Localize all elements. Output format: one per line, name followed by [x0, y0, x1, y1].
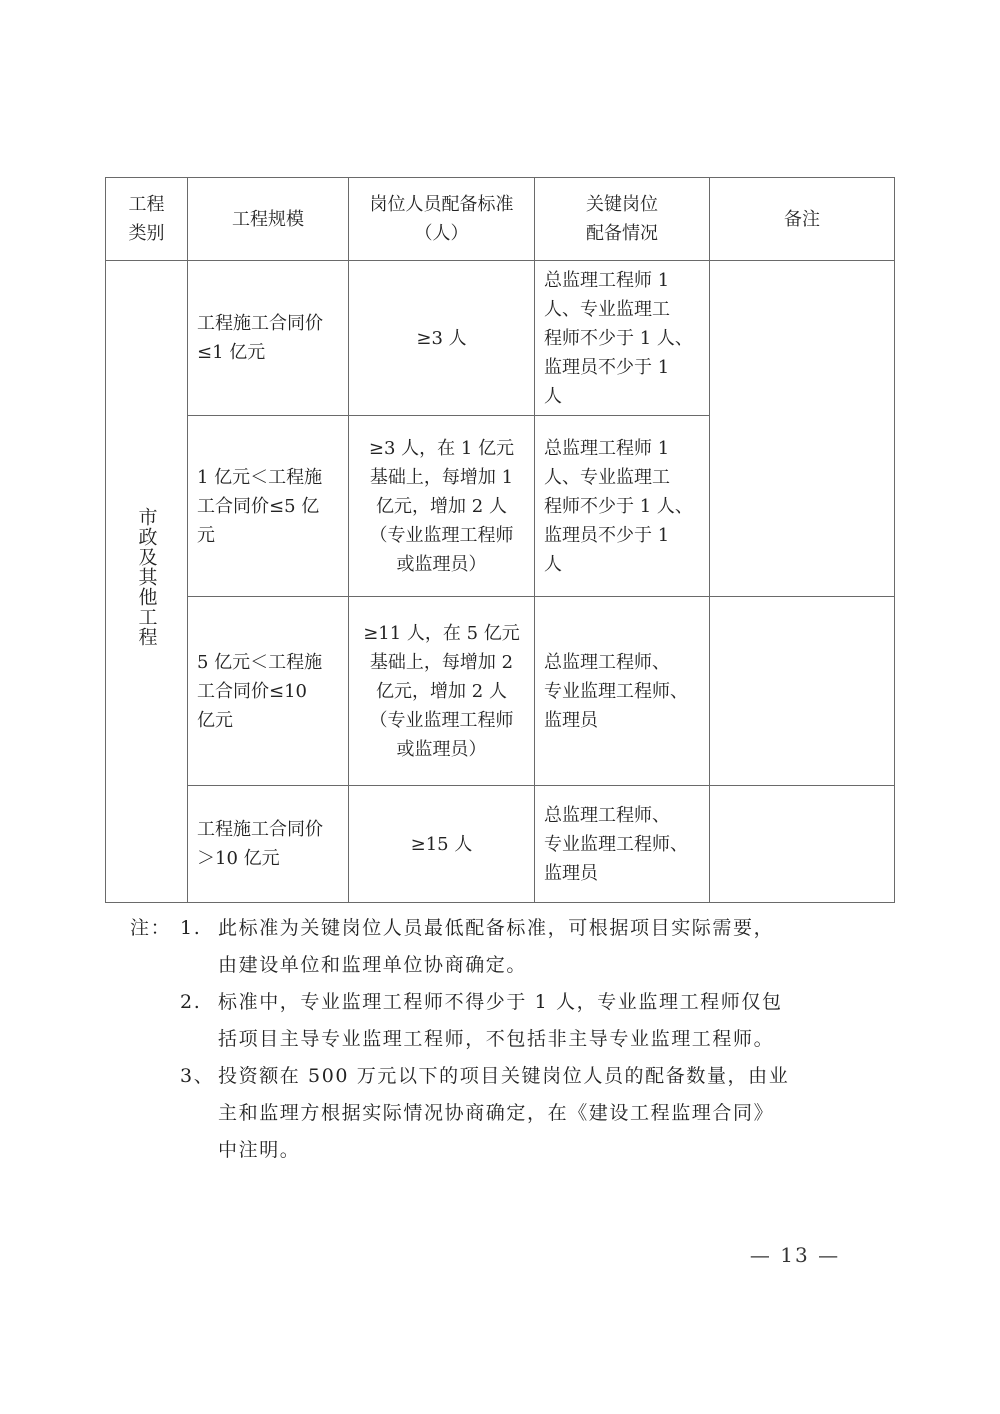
note-spacer [180, 1095, 218, 1132]
scale-cell [188, 786, 349, 903]
cell-line: 总监理工程师、 [544, 651, 670, 673]
cell-line: 总监理工程师 1 [544, 269, 670, 291]
scale-cell [188, 597, 349, 786]
note-spacer [180, 1021, 218, 1058]
staffing-standard-table [105, 177, 895, 903]
key-positions-cell [535, 416, 710, 597]
remark-cell [710, 261, 895, 597]
note-number: 1. [180, 917, 202, 939]
key-positions-cell [535, 261, 710, 416]
table-row [106, 597, 895, 786]
cell-line: 5 亿元＜工程施 [197, 651, 323, 673]
note-text: 此标准为关键岗位人员最低配备标准，可根据项目实际需要， [218, 917, 775, 939]
note-continuation [130, 1021, 870, 1058]
header-text: 配备情况 [586, 223, 658, 244]
cell-line: 亿元，增加 2 人 [376, 680, 507, 702]
remark-cell [710, 597, 895, 786]
note-text: 投资额在 500 万元以下的项目关键岗位人员的配备数量，由业 [218, 1065, 790, 1087]
notes-section [130, 910, 870, 1169]
header-text: （人） [414, 223, 469, 244]
cell-line: 总监理工程师、 [544, 804, 670, 826]
note-number: 2. [180, 991, 202, 1013]
note-text: 中注明。 [218, 1139, 301, 1161]
category-label: 市政及其他工程 [135, 507, 158, 647]
cell-line: 亿元 [197, 709, 233, 731]
standard-cell [349, 416, 535, 597]
cell-line: ≥3 人 [416, 327, 467, 349]
cell-line: 程师不少于 1 人、 [544, 327, 693, 349]
standard-cell [349, 597, 535, 786]
cell-line: 专业监理工程师、 [544, 680, 688, 702]
cell-line: 1 亿元＜工程施 [197, 466, 323, 488]
cell-line: 或监理员） [396, 738, 487, 760]
key-positions-cell [535, 786, 710, 903]
note-item [130, 1058, 870, 1095]
cell-line: 监理员 [544, 709, 598, 731]
cell-line: 工程施工合同价 [197, 313, 323, 334]
cell-line: ≥3 人，在 1 亿元 [368, 437, 515, 459]
note-continuation [130, 1095, 870, 1132]
table-header-row [106, 178, 895, 261]
cell-line: ≤1 亿元 [197, 342, 266, 363]
table-row [106, 786, 895, 903]
header-text: 关键岗位 [586, 194, 658, 215]
header-text: 类别 [128, 223, 165, 244]
table-row [106, 261, 895, 416]
cell-line: 程师不少于 1 人、 [544, 495, 693, 517]
category-cell [106, 261, 188, 903]
cell-line: 亿元，增加 2 人 [376, 495, 507, 517]
cell-line: 监理员 [544, 862, 598, 884]
scale-cell [188, 261, 349, 416]
note-text: 主和监理方根据实际情况协商确定，在《建设工程监理合同》 [218, 1102, 775, 1124]
cell-line: 工程施工合同价 [197, 819, 323, 840]
cell-line: 总监理工程师 1 [544, 437, 670, 459]
cell-line: 基础上，每增加 2 [369, 651, 514, 673]
standard-cell [349, 786, 535, 903]
header-remark [710, 178, 895, 261]
remark-cell [710, 786, 895, 903]
cell-line: 监理员不少于 1 [544, 356, 670, 378]
cell-line: 监理员不少于 1 [544, 524, 670, 546]
header-text: 备注 [784, 208, 820, 230]
note-continuation [130, 947, 870, 984]
header-text: 工程规模 [232, 208, 304, 230]
note-spacer [180, 947, 218, 984]
note-spacer [180, 1132, 218, 1169]
cell-line: 工合同价≤5 亿 [197, 495, 320, 517]
note-text: 括项目主导专业监理工程师，不包括非主导专业监理工程师。 [218, 1028, 775, 1050]
cell-line: 人 [544, 553, 562, 575]
scale-cell [188, 416, 349, 597]
cell-line: 人、专业监理工 [544, 298, 670, 320]
cell-line: ≥15 人 [410, 833, 473, 855]
note-text: 标准中，专业监理工程师不得少于 1 人，专业监理工程师仅包 [218, 991, 783, 1013]
note-item [130, 984, 870, 1021]
cell-line: 或监理员） [396, 553, 487, 575]
cell-line: ＞10 亿元 [197, 848, 280, 869]
cell-line: 基础上，每增加 1 [369, 466, 514, 488]
header-key-positions [535, 178, 710, 261]
key-positions-cell [535, 597, 710, 786]
cell-line: 工合同价≤10 [197, 680, 307, 702]
header-text: 工程 [128, 194, 165, 215]
notes-prefix: 注： [130, 917, 172, 939]
cell-line: 人、专业监理工 [544, 466, 670, 488]
header-scale [188, 178, 349, 261]
cell-line: 专业监理工程师、 [544, 833, 688, 855]
cell-line: （专业监理工程师 [369, 524, 514, 546]
note-number: 3、 [180, 1065, 215, 1087]
cell-line: 人 [544, 385, 562, 407]
note-text: 由建设单位和监理单位协商确定。 [218, 954, 528, 976]
note-continuation [130, 1132, 870, 1169]
cell-line: （专业监理工程师 [369, 709, 514, 731]
note-item [130, 910, 870, 947]
header-text: 岗位人员配备标准 [369, 194, 514, 215]
cell-line: ≥11 人，在 5 亿元 [363, 622, 520, 644]
standard-cell [349, 261, 535, 416]
header-category [106, 178, 188, 261]
cell-line: 元 [197, 524, 215, 546]
page-number: — 13 — [749, 1243, 841, 1267]
header-standard [349, 178, 535, 261]
